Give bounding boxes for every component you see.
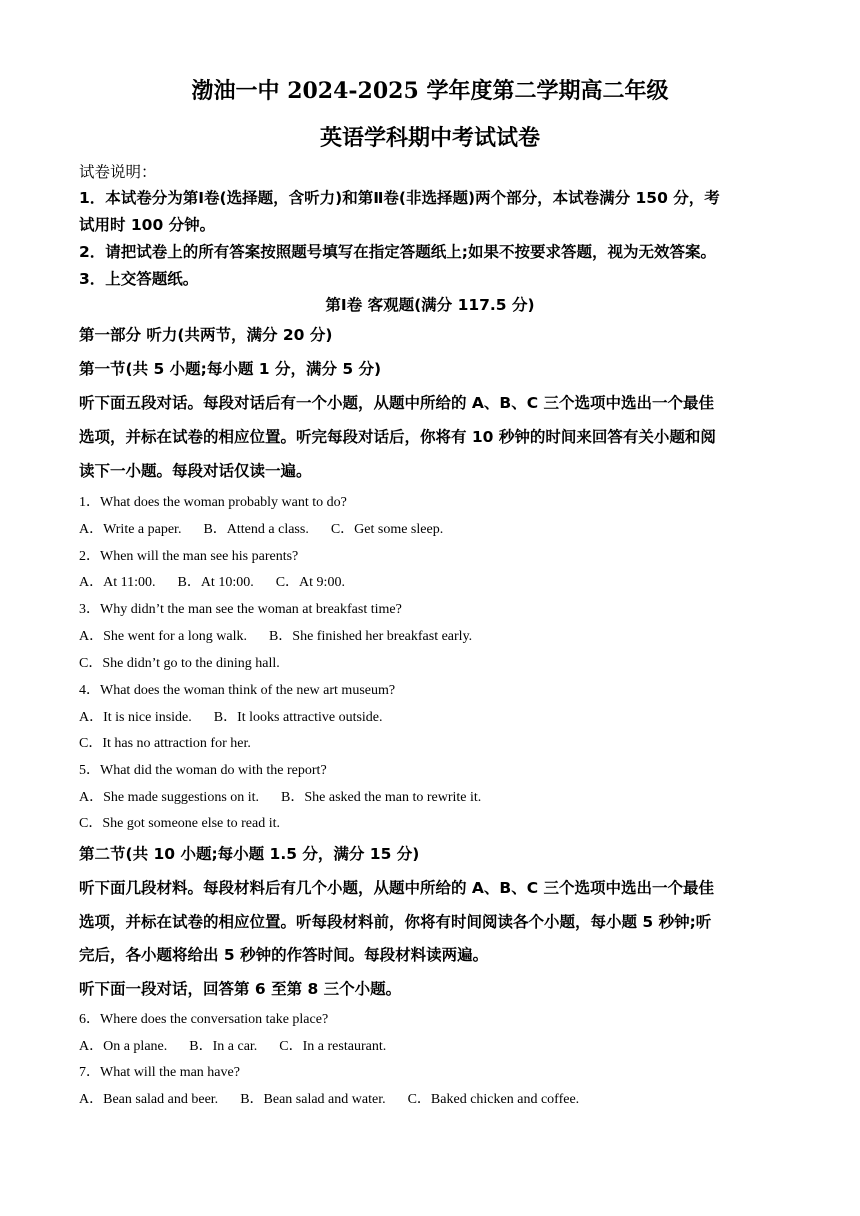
instruction-item-1-line1: 1．本试卷分为第Ⅰ卷(选择题，含听力)和第Ⅱ卷(非选择题)两个部分，本试卷满分 150 分，考: [79, 189, 720, 207]
exam-title-line2: 英语学科期中考试试卷: [319, 125, 540, 151]
question-stem: 5．What did the woman do with the report?: [79, 763, 327, 778]
volume1-title: 第Ⅰ卷 客观题(满分 117.5 分): [325, 296, 535, 314]
section1-directions-line2: 选项，并标在试卷的相应位置。听完每段对话后，你将有 10 秒钟的时间来回答有关小题和阅: [79, 428, 716, 446]
section1-directions-line1: 听下面五段对话。每段对话后有一个小题，从题中所给的 A、B、C 三个选项中选出一个最佳: [79, 394, 714, 412]
section2-directions-line1: 听下面几段材料。每段材料后有几个小题，从题中所给的 A、B、C 三个选项中选出一个最佳: [79, 879, 714, 897]
question-stem: 4．What does the woman think of the new art museum?: [79, 683, 396, 698]
question-stem: 3．Why didn’t the man see the woman at breakfast time?: [79, 602, 402, 617]
exam-title-line1: 渤油一中 2024-2025 学年度第二学期高二年级: [191, 78, 669, 104]
option-b: B．Bean salad and water.: [240, 1092, 386, 1107]
section1-title: 第一节(共 5 小题;每小题 1 分，满分 5 分): [79, 360, 382, 378]
option-c: C．Baked chicken and coffee.: [407, 1092, 580, 1107]
option-a: A．On a plane.: [79, 1039, 168, 1054]
option-a: A．It is nice inside.: [79, 710, 192, 725]
option-b: B．Attend a class.: [203, 522, 309, 537]
option-c: C．She got someone else to read it.: [79, 816, 281, 831]
question-options: [79, 625, 494, 645]
section2-directions-line3: 完后，各小题将给出 5 秒钟的作答时间。每段材料读两遍。: [79, 946, 489, 964]
question-options: [79, 706, 405, 726]
section1-directions-line3: 读下一小题。每段对话仅读一遍。: [79, 462, 312, 480]
option-c: C．In a restaurant.: [279, 1039, 387, 1054]
option-b: B．She asked the man to rewrite it.: [281, 790, 482, 805]
option-a: A．At 11:00.: [79, 575, 156, 590]
section2-directions-line2: 选项，并标在试卷的相应位置。听每段材料前，你将有时间阅读各个小题，每小题 5 秒钟;听: [79, 913, 712, 931]
option-b: B．It looks attractive outside.: [213, 710, 383, 725]
instructions-heading: 试卷说明：: [79, 163, 157, 181]
question-stem: 7．What will the man have?: [79, 1065, 240, 1080]
question-options: [79, 518, 465, 538]
section2-title: 第二节(共 10 小题;每小题 1.5 分，满分 15 分): [79, 845, 420, 863]
part1-title: 第一部分 听力(共两节，满分 20 分): [79, 326, 333, 344]
group1-intro: 听下面一段对话，回答第 6 至第 8 三个小题。: [79, 980, 402, 998]
question-options: [79, 786, 503, 806]
question-options: [79, 1035, 408, 1055]
question-options: [79, 571, 367, 591]
instruction-item-2: 2．请把试卷上的所有答案按照题号填写在指定答题纸上;如果不按要求答题，视为无效答案。: [79, 243, 716, 261]
question-stem: 2．When will the man see his parents?: [79, 549, 299, 564]
instruction-item-3: 3．上交答题纸。: [79, 270, 199, 288]
option-b: B．At 10:00.: [177, 575, 254, 590]
option-a: A．Write a paper.: [79, 522, 182, 537]
option-a: A．She made suggestions on it.: [79, 790, 260, 805]
option-c: C．It has no attraction for her.: [79, 736, 251, 751]
option-b: B．In a car.: [189, 1039, 258, 1054]
question-stem: 1．What does the woman probably want to do?: [79, 495, 347, 510]
option-c: C．At 9:00.: [275, 575, 345, 590]
option-a: A．Bean salad and beer.: [79, 1092, 219, 1107]
option-c: C．Get some sleep.: [330, 522, 444, 537]
question-stem: 6．Where does the conversation take place?: [79, 1012, 329, 1027]
option-b: B．She finished her breakfast early.: [268, 629, 473, 644]
instruction-item-1-line2: 试用时 100 分钟。: [79, 216, 216, 234]
option-c: C．She didn’t go to the dining hall.: [79, 656, 280, 671]
question-options: [79, 1088, 601, 1108]
option-a: A．She went for a long walk.: [79, 629, 247, 644]
